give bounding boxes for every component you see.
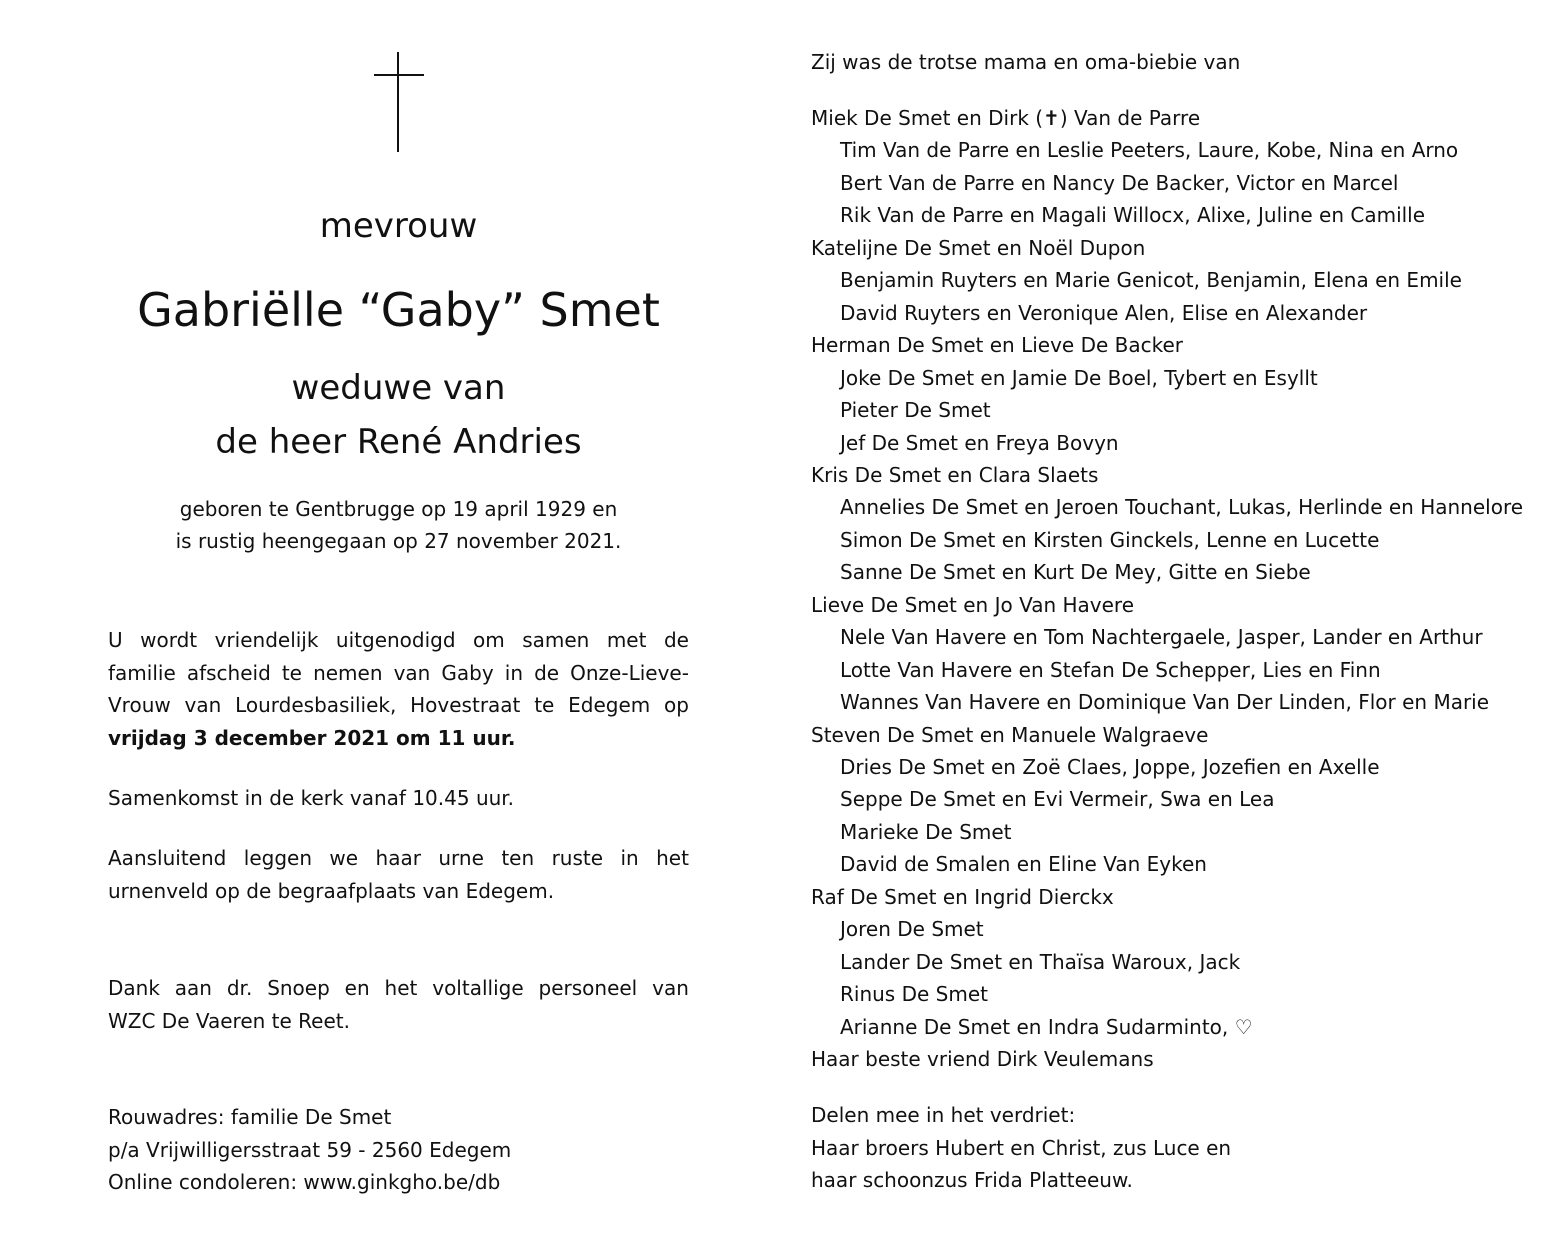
- child-line: Steven De Smet en Manuele Walgraeve: [811, 722, 1209, 747]
- word: Hovestraat: [410, 693, 521, 717]
- invitation-paragraph: [108, 624, 689, 754]
- word: dr.: [226, 976, 253, 1000]
- address-line-2: p/a Vrijwilligersstraat 59 - 2560 Edegem: [108, 1137, 512, 1162]
- word: de: [534, 660, 560, 685]
- grandchild-line: Lotte Van Havere en Stefan De Schepper, Lies en Finn: [840, 657, 1381, 682]
- grief-line-2: Haar broers Hubert en Christ, zus Luce en: [811, 1136, 1232, 1160]
- word: personeel: [538, 976, 638, 1000]
- funeral-date-time: vrijdag 3 december 2021 om 11 uur.: [108, 725, 516, 750]
- grandchild-line: Joke De Smet en Jamie De Boel, Tybert en Esyllt: [840, 365, 1318, 390]
- husband-line: de heer René Andries: [215, 422, 582, 462]
- word: Aansluitend: [108, 846, 227, 870]
- invite-line-1: [108, 624, 689, 657]
- word: Edegem: [568, 693, 651, 717]
- grandchild-line: Arianne De Smet en Indra Sudarminto, ♡: [840, 1014, 1253, 1039]
- grandchild-line: Nele Van Havere en Tom Nachtergaele, Jasper, Lander en Arthur: [840, 625, 1483, 650]
- word: afscheid: [186, 660, 271, 685]
- burial-paragraph: [108, 842, 689, 907]
- word: Lourdesbasiliek,: [235, 693, 397, 717]
- best-friend-line: Haar beste vriend Dirk Veulemans: [811, 1047, 1154, 1071]
- word: van: [184, 693, 222, 717]
- word: aan: [174, 976, 212, 1000]
- gathering-paragraph: [108, 782, 689, 815]
- grandchild-line: Pieter De Smet: [840, 398, 991, 423]
- word: in: [504, 660, 524, 685]
- word: wordt: [140, 628, 198, 652]
- child-line: Miek De Smet en Dirk (✝) Van de Parre: [811, 106, 1201, 130]
- word: Gaby: [441, 660, 494, 685]
- word: Dank: [108, 976, 160, 1000]
- grandchild-line: Marieke De Smet: [840, 819, 1012, 844]
- child-line: Raf De Smet en Ingrid Dierckx: [811, 884, 1114, 909]
- grandchild-line: Rinus De Smet: [840, 982, 988, 1007]
- grandchild-line: Bert Van de Parre en Nancy De Backer, Victor en Marcel: [840, 170, 1399, 195]
- grief-line-3: haar schoonzus Frida Platteeuw.: [811, 1168, 1133, 1192]
- gathering-line: Samenkomst in de kerk vanaf 10.45 uur.: [108, 786, 515, 810]
- right-page: [811, 0, 1531, 1253]
- word: ruste: [551, 846, 604, 870]
- cross-icon: [374, 52, 424, 152]
- grandchild-line: Lander De Smet en Thaïsa Waroux, Jack: [840, 949, 1241, 974]
- died-line: is rustig heengegaan op 27 november 2021.: [175, 529, 622, 553]
- word: vriendelijk: [214, 628, 319, 652]
- word: we: [329, 846, 359, 870]
- word: familie: [108, 660, 176, 685]
- word: Onze-Lieve-: [570, 660, 689, 685]
- grandchild-line: Dries De Smet en Zoë Claes, Joppe, Jozefien en Axelle: [840, 755, 1380, 779]
- grief-line-1: Delen mee in het verdriet:: [811, 1103, 1076, 1127]
- child-line: Herman De Smet en Lieve De Backer: [811, 333, 1184, 358]
- address-line-1: Rouwadres: familie De Smet: [108, 1105, 392, 1129]
- grandchild-line: Wannes Van Havere en Dominique Van Der Linden, Flor en Marie: [840, 690, 1490, 715]
- child-line: Kris De Smet en Clara Slaets: [811, 462, 1099, 487]
- word: met: [606, 628, 647, 652]
- thanks-line-2: WZC De Vaeren te Reet.: [108, 1008, 350, 1033]
- word: samen: [522, 628, 590, 652]
- family-intro: Zij was de trotse mama en oma-biebie van: [811, 50, 1241, 74]
- word: Vrouw: [108, 693, 171, 717]
- grandchild-line: David de Smalen en Eline Van Eyken: [840, 852, 1207, 877]
- widow-line: weduwe van: [291, 368, 506, 408]
- word: ten: [501, 846, 535, 870]
- word: uitgenodigd: [335, 628, 456, 652]
- address-block: [108, 1101, 689, 1199]
- word: nemen: [313, 660, 383, 685]
- word: de: [663, 628, 689, 652]
- word: het: [384, 976, 418, 1000]
- word: Snoep: [267, 976, 330, 1000]
- word: op: [664, 693, 689, 717]
- word: van: [393, 660, 431, 685]
- child-line: Katelijne De Smet en Noël Dupon: [811, 235, 1146, 260]
- word: haar: [375, 846, 421, 870]
- grandchild-line: Jef De Smet en Freya Bovyn: [840, 430, 1119, 455]
- word: te: [281, 660, 302, 685]
- word: het: [656, 846, 689, 870]
- address-line-3: Online condoleren: www.ginkgho.be/db: [108, 1170, 501, 1194]
- grandchild-line: Tim Van de Parre en Leslie Peeters, Laure, Kobe, Nina en Arno: [840, 138, 1459, 163]
- word: van: [652, 976, 689, 1000]
- invite-line-2: [108, 657, 689, 690]
- word: U: [108, 628, 123, 652]
- invite-line-3: [108, 689, 689, 722]
- word: leggen: [243, 846, 312, 870]
- grandchild-line: Joren De Smet: [840, 917, 984, 942]
- grandchild-line: Annelies De Smet en Jeroen Touchant, Lukas, Herlinde en Hannelore: [840, 495, 1524, 520]
- thanks-line-1: [108, 972, 689, 1005]
- deceased-name: Gabriëlle “Gaby” Smet: [137, 283, 660, 337]
- word: om: [473, 628, 505, 652]
- word: voltallige: [432, 976, 524, 1000]
- word: urne: [438, 846, 484, 870]
- word: te: [534, 693, 555, 717]
- grandchild-line: Simon De Smet en Kirsten Ginckels, Lenne en Lucette: [840, 527, 1380, 552]
- word: en: [344, 976, 370, 1000]
- word: in: [620, 846, 639, 870]
- title-mevrouw: mevrouw: [319, 206, 478, 246]
- grandchild-line: Rik Van de Parre en Magali Willocx, Alixe, Juline en Camille: [840, 203, 1426, 228]
- grandchild-line: David Ruyters en Veronique Alen, Elise en Alexander: [840, 300, 1368, 325]
- born-line: geboren te Gentbrugge op 19 april 1929 en: [179, 497, 618, 521]
- child-line: Lieve De Smet en Jo Van Havere: [811, 592, 1135, 617]
- grandchild-line: Sanne De Smet en Kurt De Mey, Gitte en Siebe: [840, 560, 1311, 585]
- grandchild-line: Seppe De Smet en Evi Vermeir, Swa en Lea: [840, 787, 1275, 812]
- burial-line-2: urnenveld op de begraafplaats van Edegem.: [108, 878, 555, 903]
- burial-line-1: [108, 842, 689, 875]
- thanks-paragraph: [108, 972, 689, 1037]
- grandchild-line: Benjamin Ruyters en Marie Genicot, Benjamin, Elena en Emile: [840, 268, 1462, 293]
